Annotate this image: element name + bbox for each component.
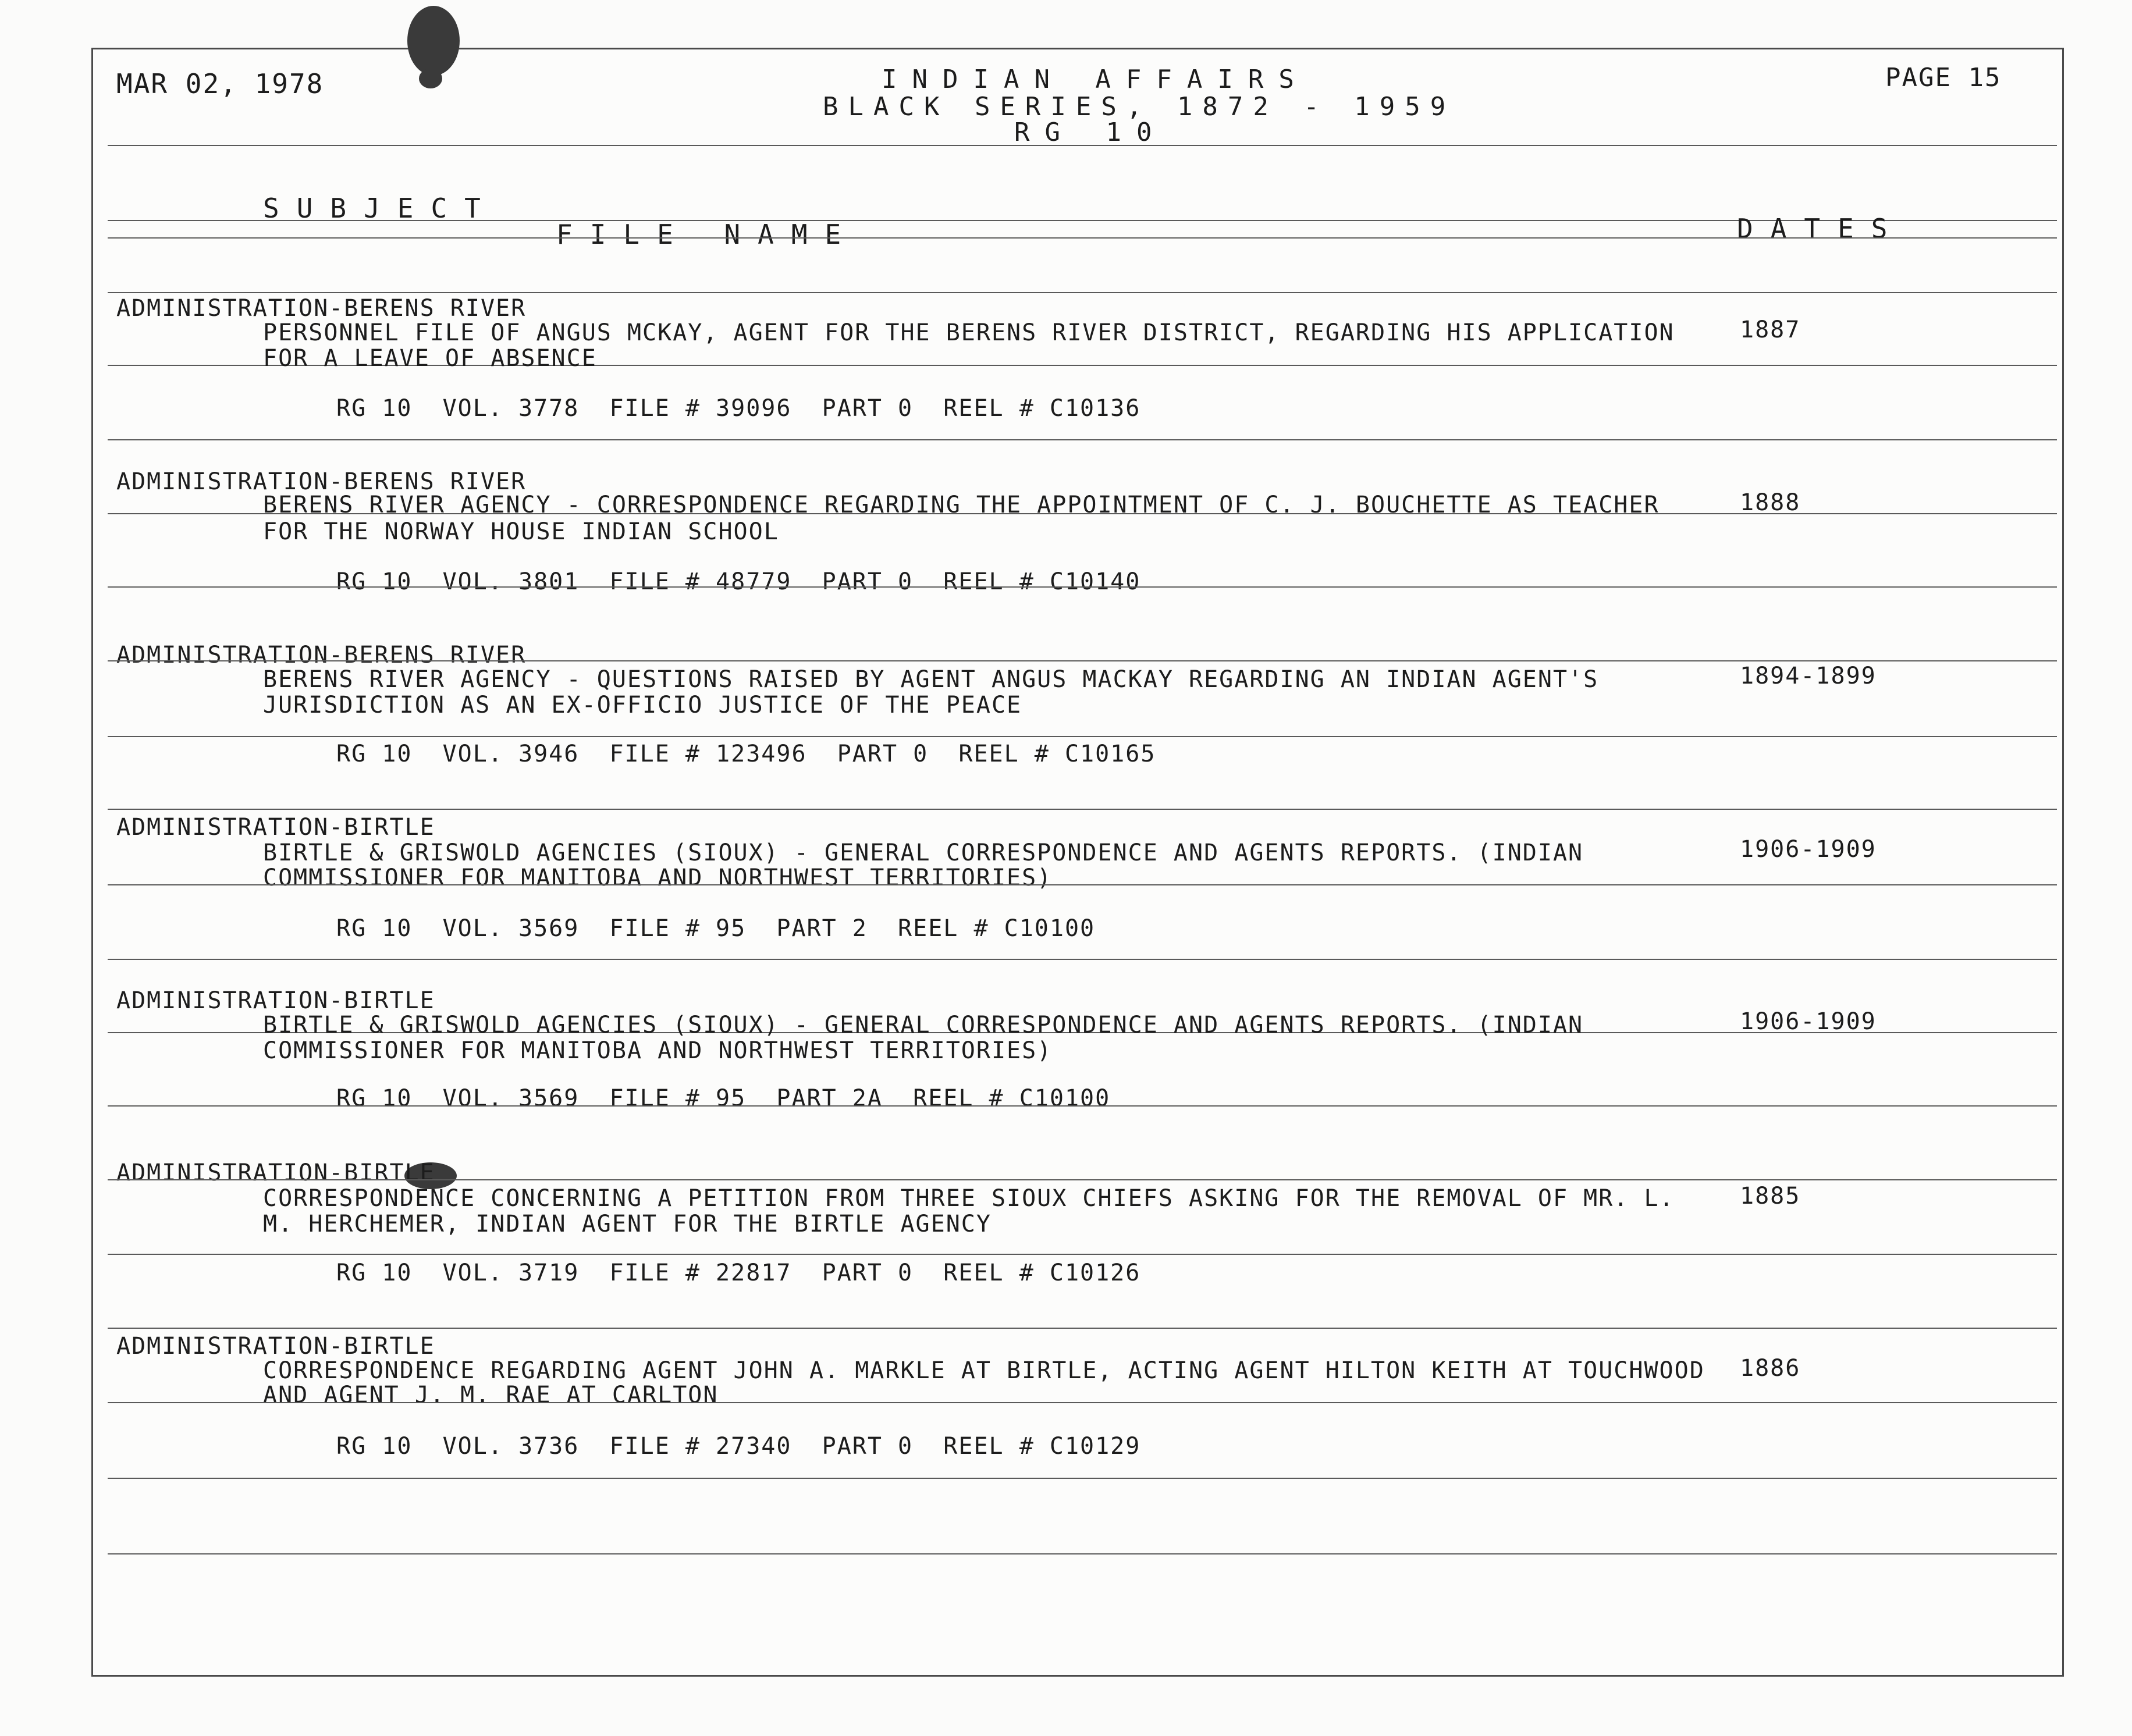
entry-description: BIRTLE & GRISWOLD AGENCIES (SIOUX) - GENERAL CORRESPONDENCE AND AGENTS REPORTS. (INDIAN	[263, 839, 1584, 866]
entry-reference: RG 10 VOL. 3946 FILE # 123496 PART 0 REEL # C10165	[336, 741, 1156, 767]
row-rule	[108, 292, 2057, 293]
entry-reference: RG 10 VOL. 3778 FILE # 39096 PART 0 REEL # C10136	[336, 395, 1141, 422]
entry-date: 1906-1909	[1740, 836, 1877, 863]
entry-description: BERENS RIVER AGENCY - CORRESPONDENCE REGARDING THE APPOINTMENT OF C. J. BOUCHETTE AS TEACHER	[263, 492, 1660, 518]
entry-reference: RG 10 VOL. 3736 FILE # 27340 PART 0 REEL # C10129	[336, 1433, 1141, 1460]
row-rule	[108, 586, 2057, 588]
ink-blot	[407, 6, 460, 76]
entry-subject: ADMINISTRATION-BIRTLE	[116, 1159, 435, 1186]
row-rule	[108, 1105, 2057, 1107]
report-date: MAR 02, 1978	[116, 68, 324, 99]
entry-subject: ADMINISTRATION-BIRTLE	[116, 987, 435, 1014]
entry-reference: RG 10 VOL. 3569 FILE # 95 PART 2A REEL # C10100	[336, 1085, 1111, 1112]
entry-description: CORRESPONDENCE CONCERNING A PETITION FROM THREE SIOUX CHIEFS ASKING FOR THE REMOVAL OF MR. L.	[263, 1185, 1675, 1212]
report-rg: RG 10	[1014, 118, 1167, 147]
entry-subject: ADMINISTRATION-BERENS RIVER	[116, 468, 527, 495]
entry-description: CORRESPONDENCE REGARDING AGENT JOHN A. MARKLE AT BIRTLE, ACTING AGENT HILTON KEITH AT TOUCHWOOD	[263, 1357, 1705, 1384]
report-series: BLACK SERIES, 1872 - 1959	[823, 92, 1456, 122]
column-dates: DATES	[1737, 213, 1905, 244]
entry-description: BIRTLE & GRISWOLD AGENCIES (SIOUX) - GENERAL CORRESPONDENCE AND AGENTS REPORTS. (INDIAN	[263, 1012, 1584, 1038]
header-rule	[108, 145, 2057, 146]
row-rule	[108, 660, 2057, 661]
entry-description: PERSONNEL FILE OF ANGUS MCKAY, AGENT FOR THE BERENS RIVER DISTRICT, REGARDING HIS APPLICATION	[263, 319, 1675, 346]
row-rule	[108, 1254, 2057, 1255]
column-file-name: FILE NAME	[556, 219, 859, 250]
entry-subject: ADMINISTRATION-BERENS RIVER	[116, 642, 527, 668]
entry-subject: ADMINISTRATION-BIRTLE	[116, 814, 435, 841]
column-rule	[108, 237, 2057, 239]
row-rule	[108, 1179, 2057, 1180]
entry-date: 1887	[1740, 316, 1801, 343]
entry-date: 1906-1909	[1740, 1008, 1877, 1035]
entry-date: 1888	[1740, 489, 1801, 516]
entry-date: 1886	[1740, 1355, 1801, 1382]
entry-subject: ADMINISTRATION-BERENS RIVER	[116, 295, 527, 322]
entry-description: BERENS RIVER AGENCY - QUESTIONS RAISED BY AGENT ANGUS MACKAY REGARDING AN INDIAN AGENT'S	[263, 666, 1599, 693]
row-rule	[108, 736, 2057, 737]
entry-description-cont: FOR A LEAVE OF ABSENCE	[263, 345, 597, 372]
row-rule	[108, 439, 2057, 440]
entry-date: 1894-1899	[1740, 663, 1877, 689]
row-rule	[108, 1328, 2057, 1329]
row-rule	[108, 1402, 2057, 1403]
row-rule	[108, 884, 2057, 885]
entry-description-cont: COMMISSIONER FOR MANITOBA AND NORTHWEST TERRITORIES)	[263, 865, 1053, 891]
entry-description-cont: JURISDICTION AS AN EX-OFFICIO JUSTICE OF THE PEACE	[263, 692, 1022, 718]
row-rule	[108, 1553, 2057, 1554]
row-rule	[108, 809, 2057, 810]
entry-description-cont: FOR THE NORWAY HOUSE INDIAN SCHOOL	[263, 518, 779, 545]
page-number: PAGE 15	[1885, 63, 2002, 93]
row-rule	[108, 959, 2057, 960]
entry-description-cont: M. HERCHEMER, INDIAN AGENT FOR THE BIRTLE AGENCY	[263, 1211, 992, 1237]
column-subject: SUBJECT	[263, 193, 498, 224]
entry-description-cont: COMMISSIONER FOR MANITOBA AND NORTHWEST TERRITORIES)	[263, 1037, 1053, 1064]
entry-reference: RG 10 VOL. 3569 FILE # 95 PART 2 REEL # C10100	[336, 915, 1096, 942]
row-rule	[108, 1478, 2057, 1479]
entry-reference: RG 10 VOL. 3801 FILE # 48779 PART 0 REEL # C10140	[336, 568, 1141, 595]
report-title: INDIAN AFFAIRS	[882, 65, 1309, 94]
ink-blot	[419, 69, 442, 88]
entry-description-cont: AND AGENT J. M. RAE AT CARLTON	[263, 1382, 719, 1408]
entry-reference: RG 10 VOL. 3719 FILE # 22817 PART 0 REEL # C10126	[336, 1260, 1141, 1286]
entry-subject: ADMINISTRATION-BIRTLE	[116, 1333, 435, 1360]
entry-date: 1885	[1740, 1183, 1801, 1209]
